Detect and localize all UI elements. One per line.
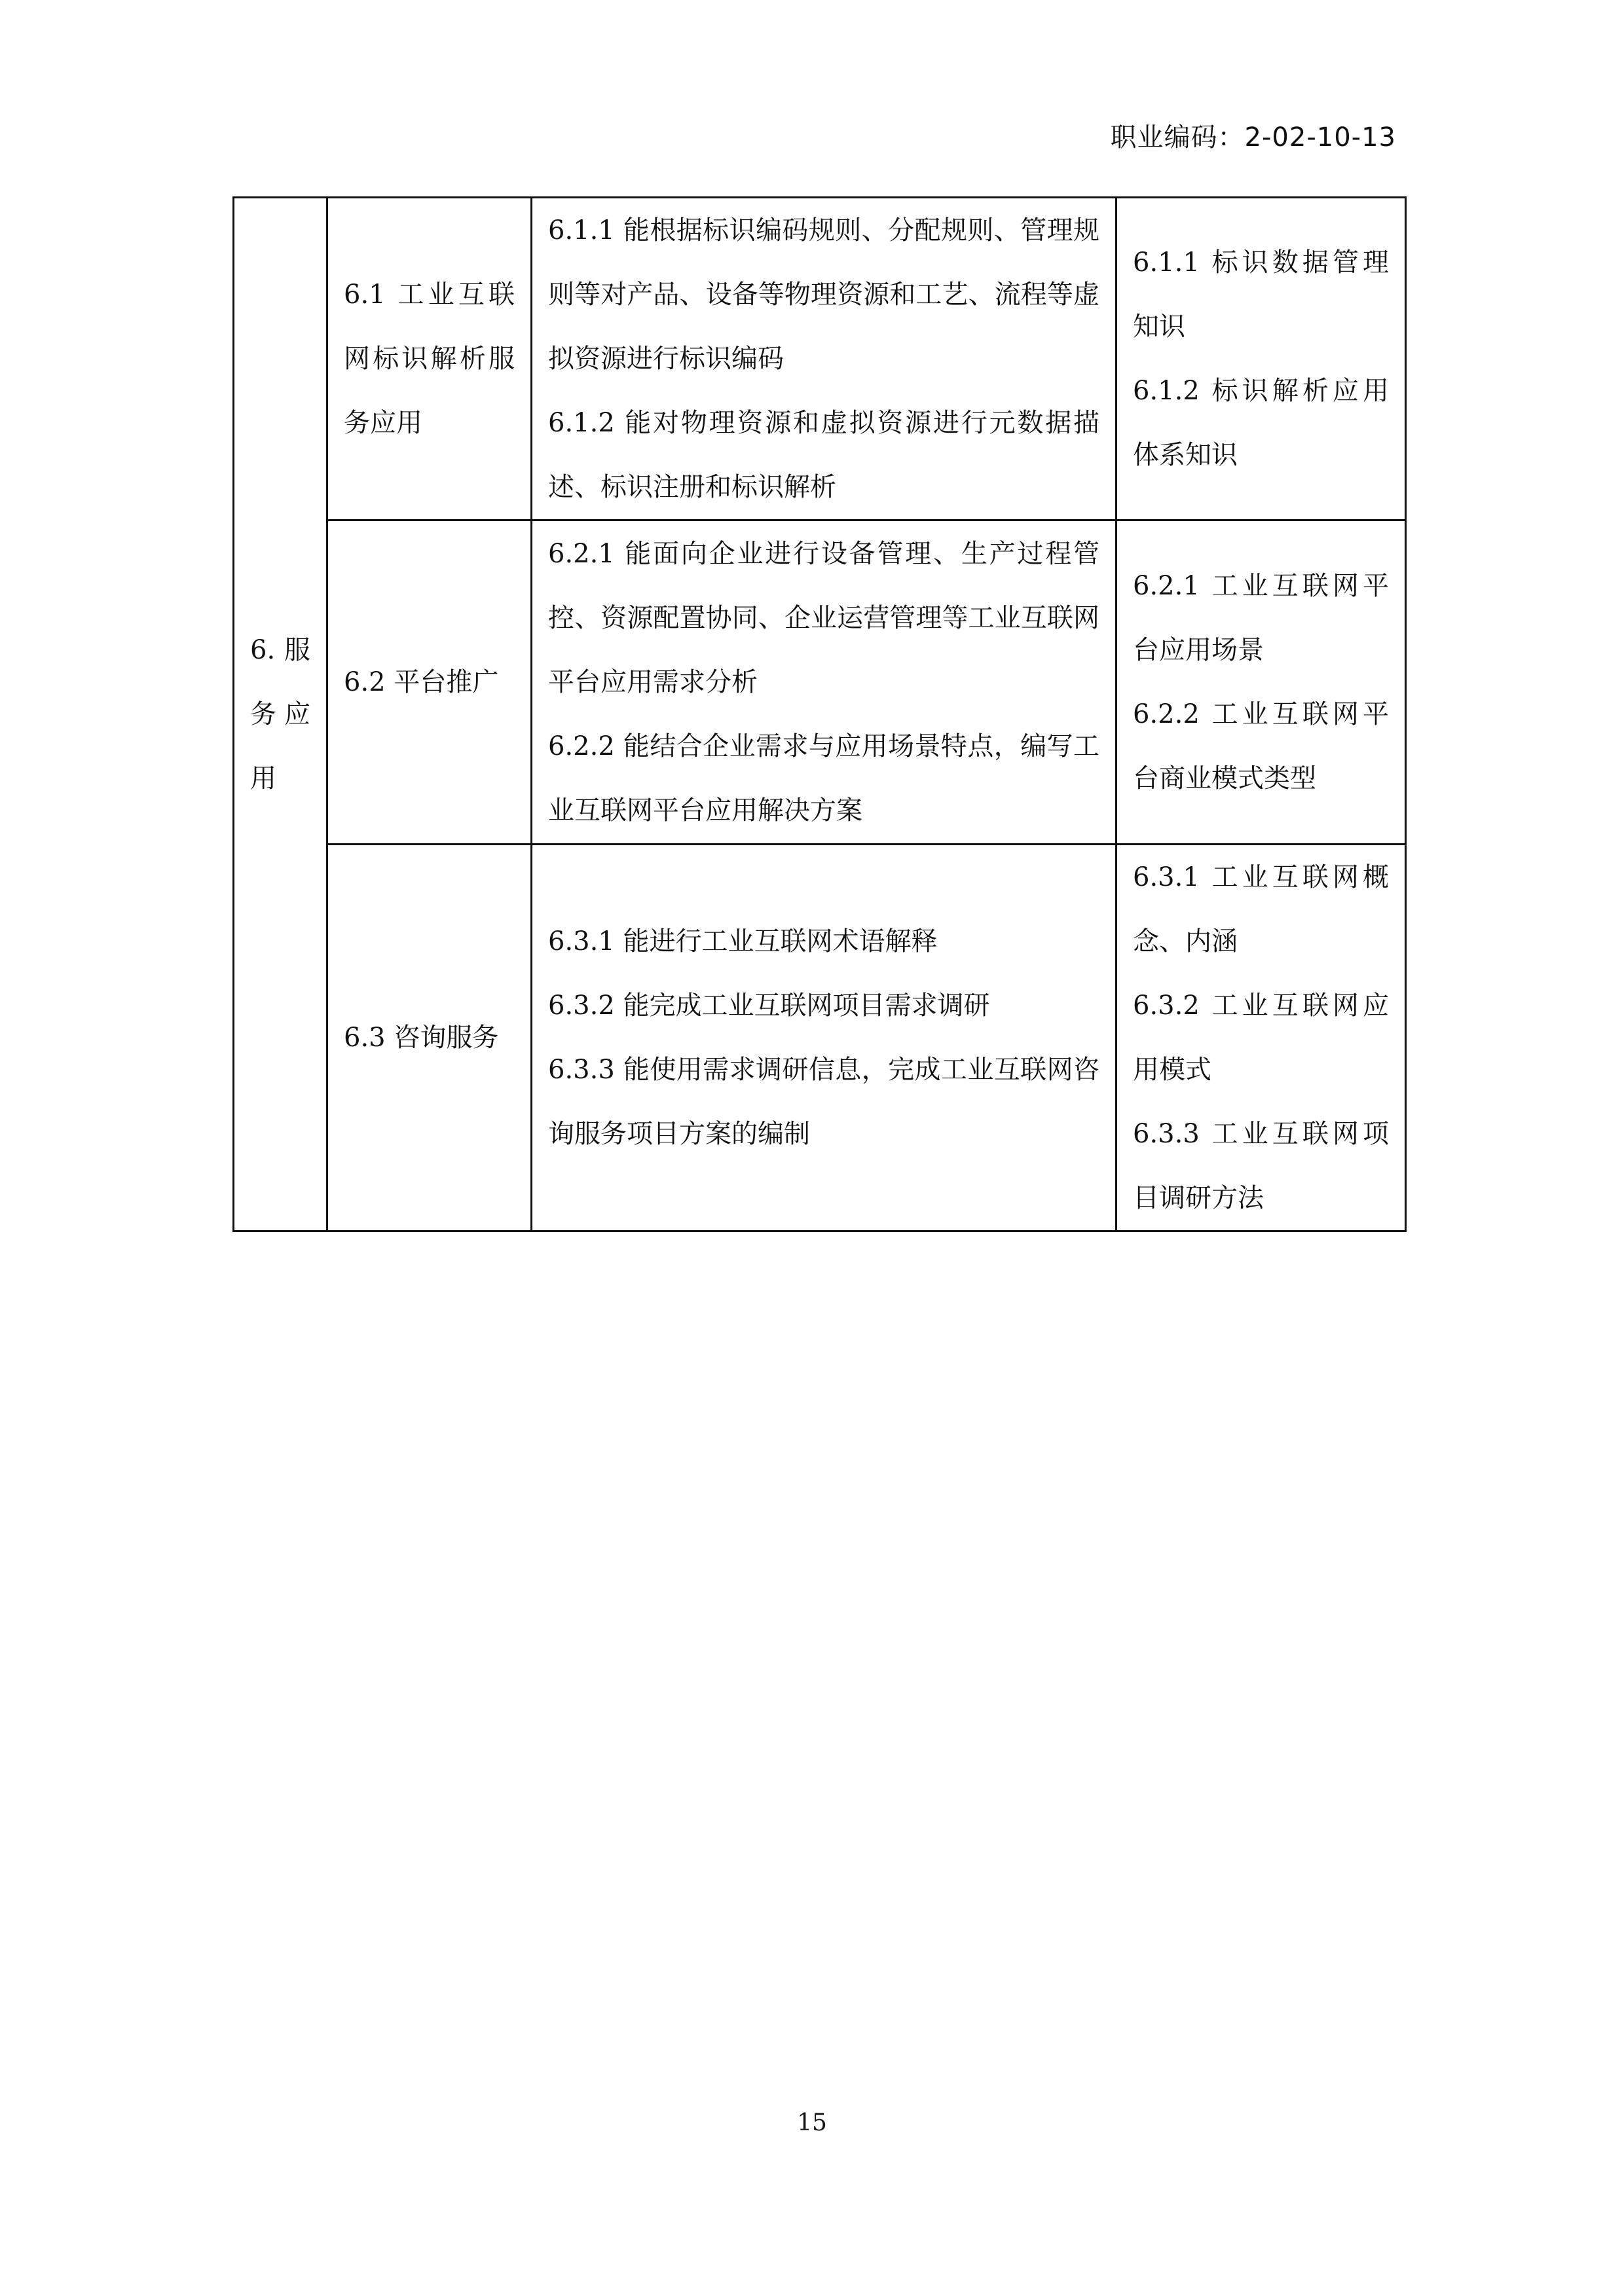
unit-cell: 6.2 平台推广 bbox=[327, 520, 532, 845]
table-row bbox=[234, 520, 1406, 845]
knowledge-item: 6.3.1 工业互联网概念、内涵 bbox=[1133, 862, 1389, 957]
knowledge-cell bbox=[1116, 198, 1406, 520]
knowledge-item: 6.2.1 工业互联网平台应用场景 bbox=[1133, 571, 1389, 665]
occupation-code: 职业编码：2-02-10-13 bbox=[1110, 122, 1396, 153]
page-number: 15 bbox=[797, 2109, 827, 2136]
skills-cell bbox=[532, 198, 1116, 520]
section-label-cell: 6. 服务应用 bbox=[234, 198, 327, 1231]
knowledge-item: 6.1.2 标识解析应用体系知识 bbox=[1133, 376, 1389, 470]
skills-cell bbox=[532, 845, 1116, 1231]
knowledge-cell bbox=[1116, 845, 1406, 1231]
knowledge-item: 6.2.2 工业互联网平台商业模式类型 bbox=[1133, 699, 1389, 793]
skill-item: 6.2.2 能结合企业需求与应用场景特点，编写工业互联网平台应用解决方案 bbox=[548, 731, 1099, 826]
skill-item: 6.1.2 能对物理资源和虚拟资源进行元数据描述、标识注册和标识解析 bbox=[548, 408, 1099, 502]
knowledge-cell bbox=[1116, 520, 1406, 845]
table-row bbox=[234, 198, 1406, 520]
skill-item: 6.3.1 能进行工业互联网术语解释 bbox=[548, 926, 938, 957]
skill-item: 6.1.1 能根据标识编码规则、分配规则、管理规则等对产品、设备等物理资源和工艺、流程等虚拟资源进行标识编码 bbox=[548, 215, 1099, 374]
skill-item: 6.2.1 能面向企业进行设备管理、生产过程管控、资源配置协同、企业运营管理等工业互联网平台应用需求分析 bbox=[548, 539, 1099, 697]
unit-cell: 6.1 工业互联网标识解析服务应用 bbox=[327, 198, 532, 520]
skill-item: 6.3.2 能完成工业互联网项目需求调研 bbox=[548, 991, 990, 1021]
knowledge-item: 6.1.1 标识数据管理知识 bbox=[1133, 247, 1389, 342]
table-row bbox=[234, 845, 1406, 1231]
skills-cell bbox=[532, 520, 1116, 845]
knowledge-item: 6.3.3 工业互联网项目调研方法 bbox=[1133, 1119, 1389, 1213]
knowledge-item: 6.3.2 工业互联网应用模式 bbox=[1133, 991, 1389, 1085]
unit-cell: 6.3 咨询服务 bbox=[327, 845, 532, 1231]
skill-requirements-table bbox=[232, 196, 1407, 1232]
skill-item: 6.3.3 能使用需求调研信息，完成工业互联网咨询服务项目方案的编制 bbox=[548, 1055, 1099, 1149]
